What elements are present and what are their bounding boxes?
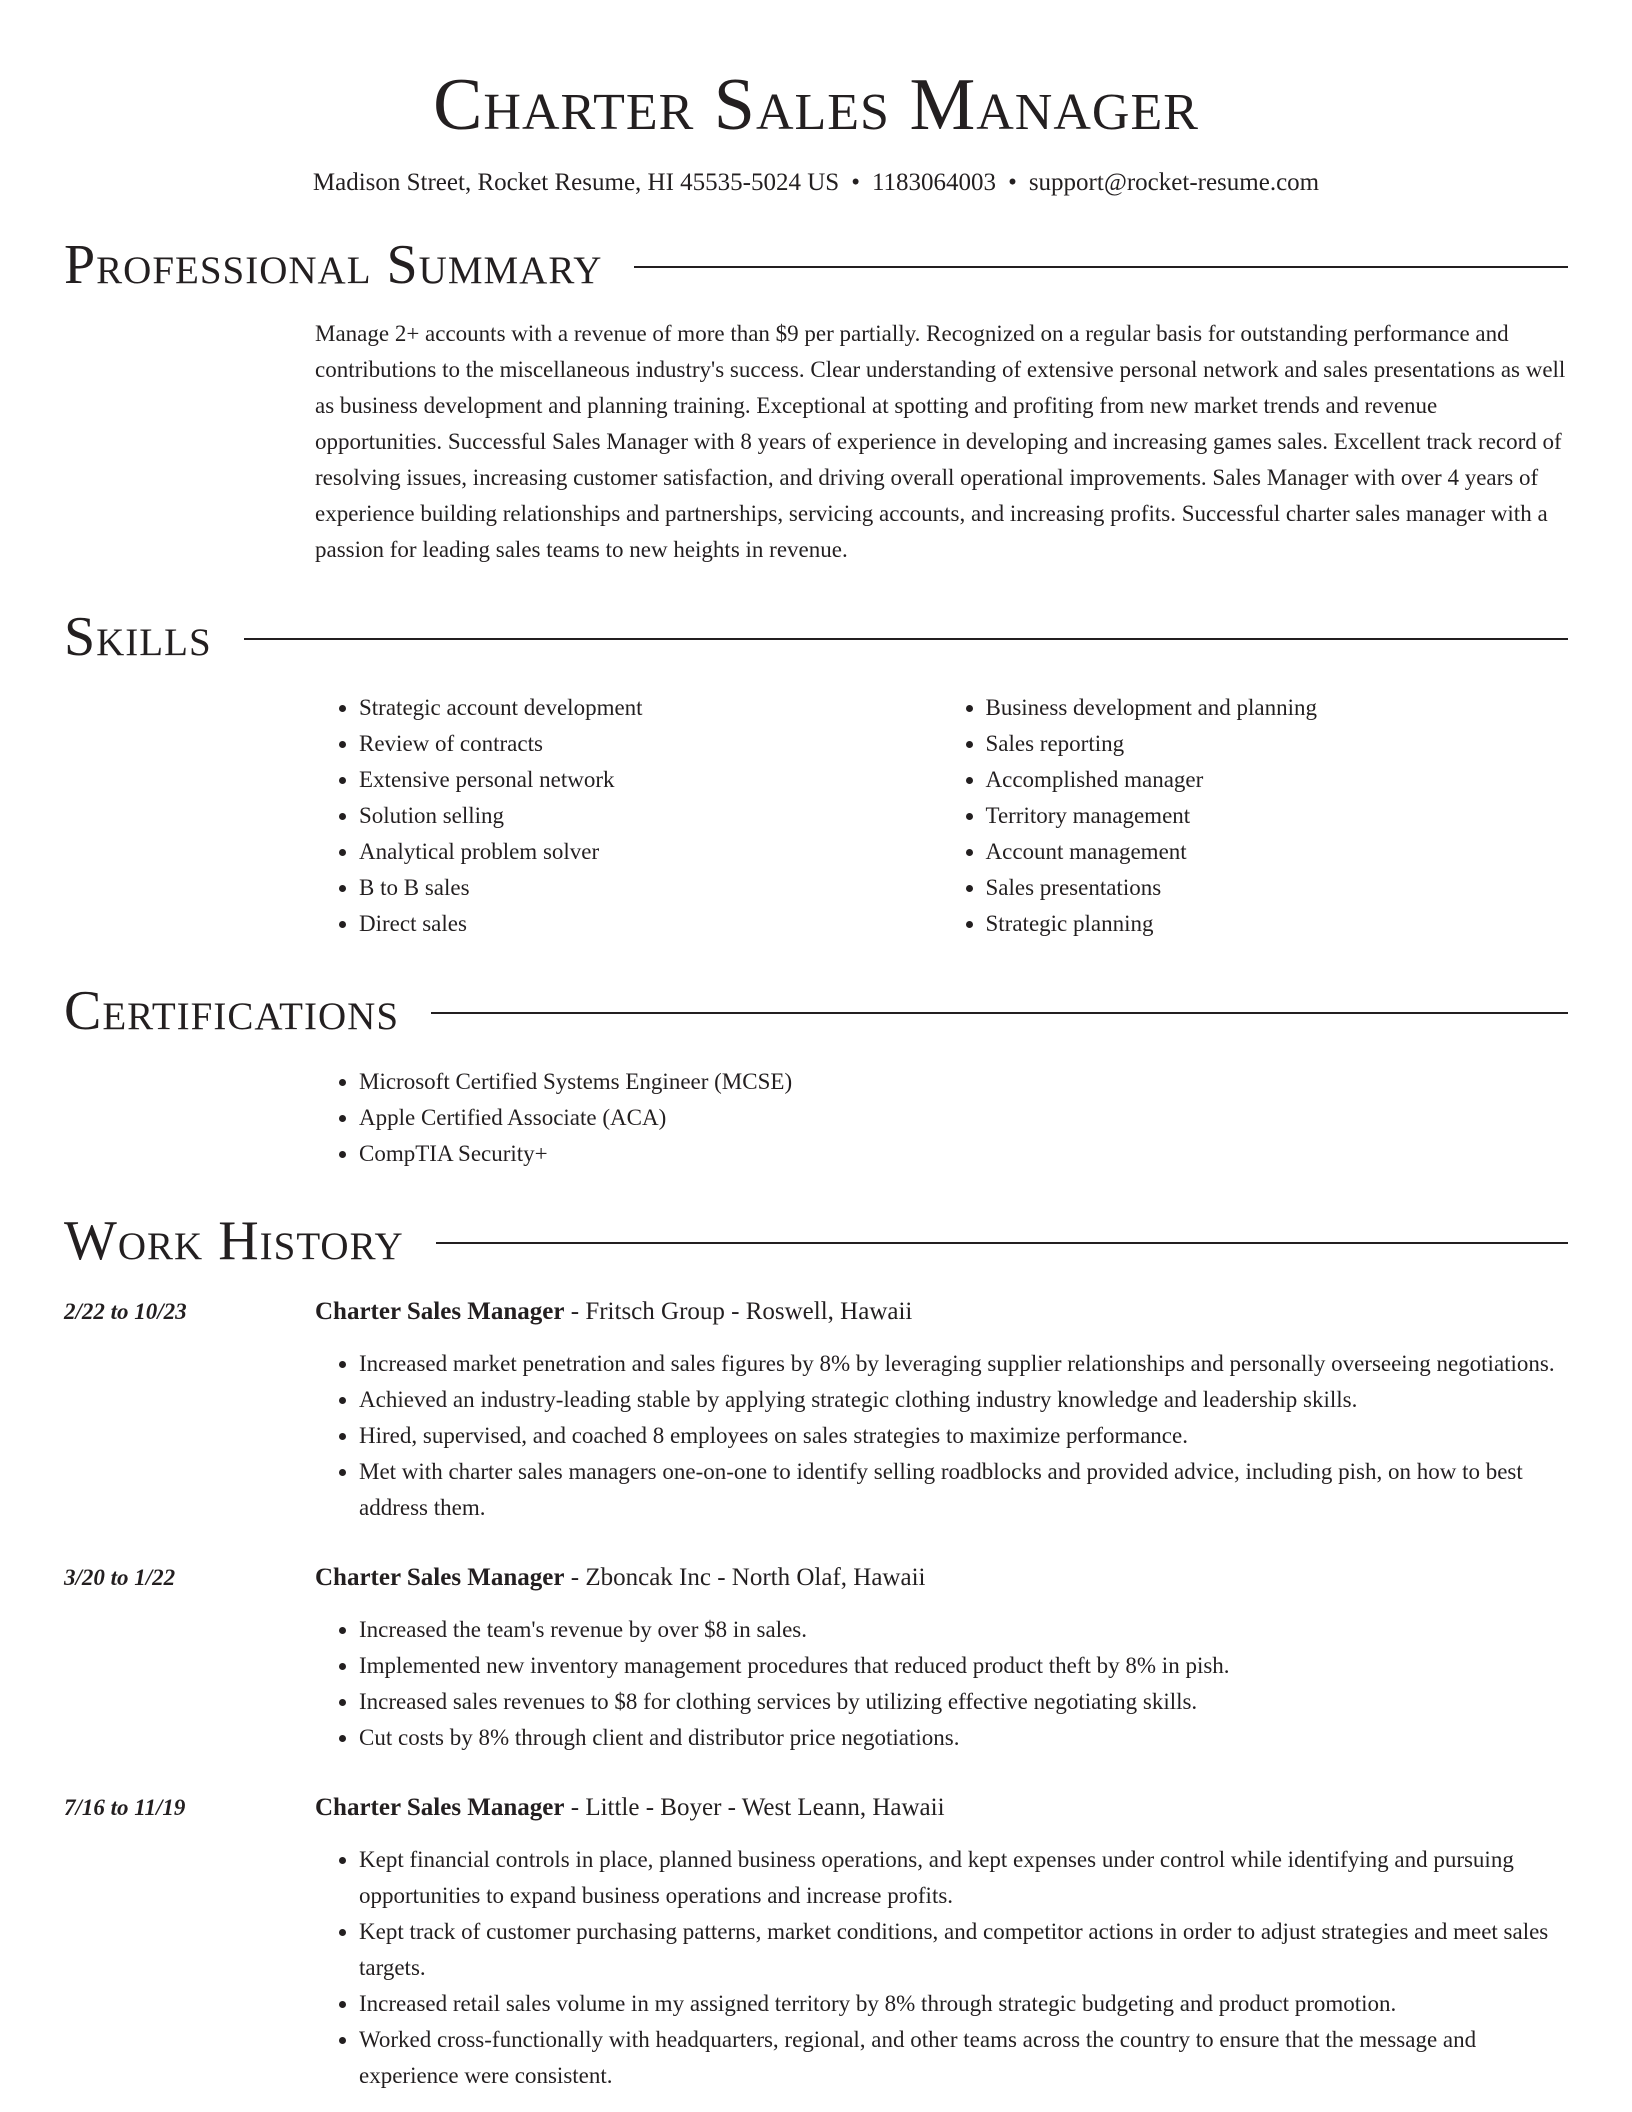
job-bullet: • Met with charter sales managers one-on-one to identify selling roadblocks and provided advice, including pish, on how to best address them. — [359, 1454, 1568, 1526]
job-bullet: • Hired, supervised, and coached 8 employees on sales strategies to maximize performance. — [359, 1418, 1568, 1454]
job-bullets — [315, 1346, 1568, 1526]
contact-phone: 1183064003 — [871, 169, 997, 196]
skills-section-header — [64, 606, 1568, 668]
job-bullet: • Kept track of customer purchasing patterns, market conditions, and competitor actions in order to adjust strategies and meet sales targets. — [359, 1914, 1568, 1986]
skill-item: • Extensive personal network — [359, 762, 942, 798]
job-bullet: • Increased retail sales volume in my assigned territory by 8% through strategic budgeting and product promotion. — [359, 1986, 1568, 2022]
skill-item: • Territory management — [986, 798, 1569, 834]
job-dates: 3/20 to 1/22 — [64, 1565, 176, 1590]
skill-item: • Business development and planning — [986, 690, 1569, 726]
job-title: Charter Sales Manager — [315, 1298, 565, 1325]
contact-address: Madison Street, Rocket Resume, HI 45535-5024 US — [312, 169, 840, 196]
job-title-line — [315, 1790, 1568, 1826]
job-dates: 2/22 to 10/23 — [64, 1299, 187, 1324]
skills-column-right — [942, 690, 1569, 942]
job-company-location: - Little - Boyer - West Leann, Hawaii — [564, 1794, 945, 1821]
skill-item: • Accomplished manager — [986, 762, 1569, 798]
skill-item: • Strategic planning — [986, 906, 1569, 942]
section-divider — [431, 1012, 1568, 1014]
job-bullet: • Cut costs by 8% through client and distributor price negotiations. — [359, 1720, 1568, 1756]
contact-email[interactable]: support@rocket-resume.com — [1028, 169, 1320, 196]
summary-text: Manage 2+ accounts with a revenue of more than $9 per partially. Recognized on a regular basis for outstanding performance and contributions to the miscellaneous industry's success. Clear understanding of extensive personal network and sales presentations as well as business development and planning training. Exceptional at spotting and profiting from new market trends and revenue opportunities. Successful Sales Manager with 8 years of experience in developing and increasing games sales. Excellent track record of resolving issues, increasing customer satisfaction, and driving overall operational improvements. Sales Manager with over 4 years of experience building relationships and partnerships, servicing accounts, and increasing profits. Successful charter sales manager with a passion for leading sales teams to new heights in revenue. — [315, 321, 1566, 562]
job-bullet: • Increased sales revenues to $8 for clothing services by utilizing effective negotiating skills. — [359, 1684, 1568, 1720]
section-divider — [244, 638, 1568, 640]
job-details — [315, 1790, 1568, 2094]
skills-list — [315, 690, 1568, 942]
job-bullet: • Worked cross-functionally with headquarters, regional, and other teams across the country to ensure that the message and experience were consistent. — [359, 2022, 1568, 2094]
job-entry — [64, 1294, 1568, 1526]
certifications-list — [315, 1064, 1568, 1172]
skill-item: • Sales presentations — [986, 870, 1569, 906]
summary-heading: Professional Summary — [64, 234, 603, 296]
certification-item: • CompTIA Security+ — [359, 1136, 1568, 1172]
work-history-section-header — [64, 1210, 1568, 1272]
job-title-line — [315, 1294, 1568, 1330]
skill-item: • Account management — [986, 834, 1569, 870]
job-title: Charter Sales Manager — [315, 1564, 565, 1591]
job-bullet: • Achieved an industry-leading stable by applying strategic clothing industry knowledge and leadership skills. — [359, 1382, 1568, 1418]
skill-item: • Review of contracts — [359, 726, 942, 762]
skill-item: • Solution selling — [359, 798, 942, 834]
job-details — [315, 1294, 1568, 1526]
job-title-line — [315, 1560, 1568, 1596]
skill-item: • Sales reporting — [986, 726, 1569, 762]
work-history-heading: Work History — [64, 1210, 404, 1272]
job-company-location: - Fritsch Group - Roswell, Hawaii — [564, 1298, 913, 1325]
job-bullet: • Kept financial controls in place, planned business operations, and kept expenses under control while identifying and pursuing opportunities to expand business operations and increase profits. — [359, 1842, 1568, 1914]
summary-section-header — [64, 234, 1568, 296]
job-company-location: - Zboncak Inc - North Olaf, Hawaii — [564, 1564, 926, 1591]
certifications-heading: Certifications — [64, 980, 400, 1042]
skill-item: • Direct sales — [359, 906, 942, 942]
contact-separator: • — [1008, 169, 1017, 196]
contact-separator: • — [851, 169, 860, 196]
candidate-name: Charter Sales Manager — [433, 64, 1199, 146]
job-details — [315, 1560, 1568, 1756]
job-entry — [64, 1560, 1568, 1756]
certification-item: • Microsoft Certified Systems Engineer (MCSE) — [359, 1064, 1568, 1100]
job-title: Charter Sales Manager — [315, 1794, 565, 1821]
resume-page — [64, 0, 1568, 2094]
skill-item: • B to B sales — [359, 870, 942, 906]
certifications-section-header — [64, 980, 1568, 1042]
job-bullets — [315, 1842, 1568, 2094]
skills-column-left — [315, 690, 942, 942]
job-entry — [64, 1790, 1568, 2094]
job-bullet: • Increased the team's revenue by over $8 in sales. — [359, 1612, 1568, 1648]
skill-item: • Strategic account development — [359, 690, 942, 726]
certifications-items — [315, 1064, 1568, 1172]
job-bullets — [315, 1612, 1568, 1756]
section-divider — [634, 266, 1568, 268]
contact-line — [64, 166, 1568, 200]
skill-item: • Analytical problem solver — [359, 834, 942, 870]
section-divider — [436, 1242, 1568, 1244]
job-bullet: • Implemented new inventory management procedures that reduced product theft by 8% in pish. — [359, 1648, 1568, 1684]
certification-item: • Apple Certified Associate (ACA) — [359, 1100, 1568, 1136]
job-bullet: • Increased market penetration and sales figures by 8% by leveraging supplier relationships and personally overseeing negotiations. — [359, 1346, 1568, 1382]
skills-heading: Skills — [64, 606, 212, 668]
job-dates: 7/16 to 11/19 — [64, 1795, 186, 1820]
